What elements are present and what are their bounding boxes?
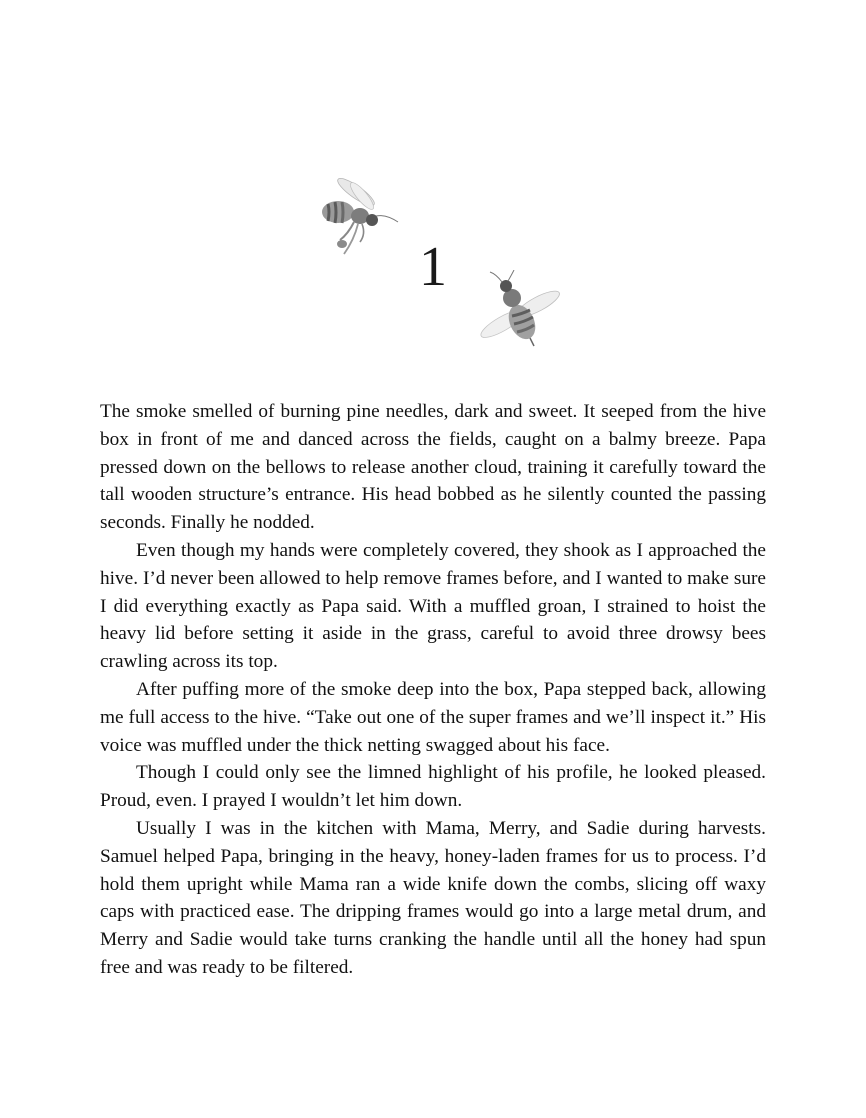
paragraph: Even though my hands were completely covered, they shook as I approached the hive. I’d never been allowed to help remove frames before, and I wanted to make sure I did everything exactly as Papa said. With a muffled groan, I strained to hoist the heavy lid before setting it aside in the grass, careful to avoid three drowsy bees crawling across its top. bbox=[100, 539, 766, 673]
paragraph: After puffing more of the smoke deep into the box, Papa stepped back, allowing me full access to the hive. “Take out one of the super frames and we’ll inspect it.” His voice was muffled under the thick netting swagged about his face. bbox=[100, 678, 766, 756]
chapter-number: 1 bbox=[419, 236, 447, 298]
paragraph: Though I could only see the limned highlight of his profile, he looked pleased. Proud, even. I prayed I wouldn’t let him down. bbox=[100, 762, 766, 812]
paragraph: Usually I was in the kitchen with Mama, Merry, and Sadie during harvests. Samuel helped Papa, bringing in the heavy, honey-laden frames for us to process. I’d hold them upright while Mama ran a wide knife down the combs, slicing off waxy caps with practiced ease. The dripping frames would go into a large metal drum, and Merry and Sadie would take turns cranking the handle until all the honey had spun free and was ready to be filtered. bbox=[100, 817, 766, 978]
chapter-body bbox=[100, 398, 766, 982]
paragraph: The smoke smelled of burning pine needles, dark and sweet. It seeped from the hive box in front of me and danced across the fields, caught on a balmy breeze. Papa pressed down on the bellows to release another cloud, training it carefully toward the tall wooden structure’s entrance. His head bobbed as he silently counted the passing seconds. Finally he nodded. bbox=[100, 401, 766, 534]
